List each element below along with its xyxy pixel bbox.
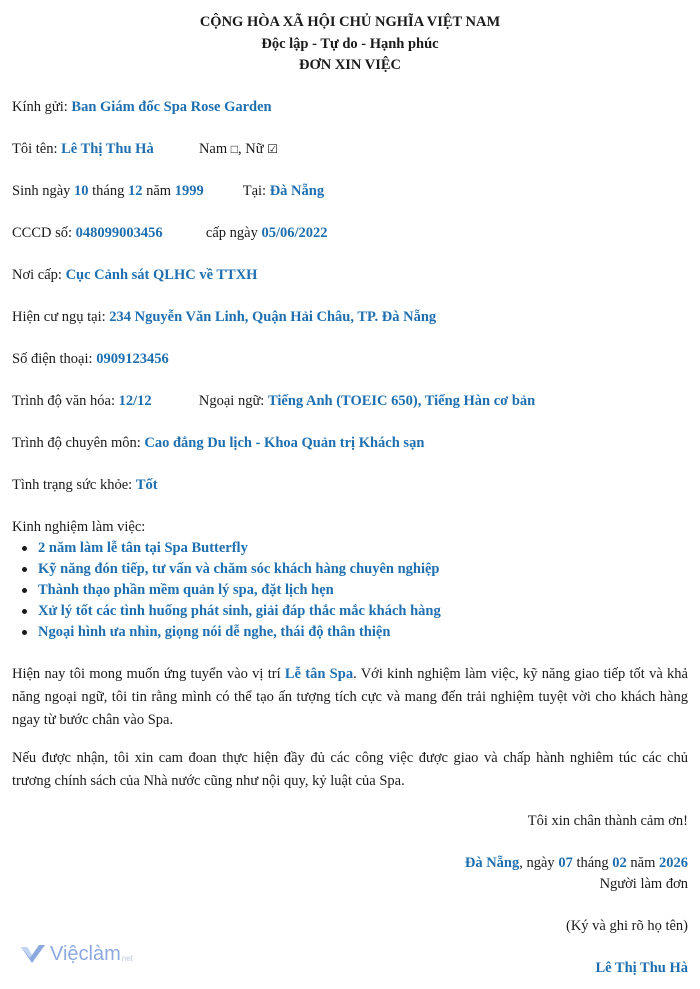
id-card-number: 048099003456: [75, 225, 163, 241]
signature-day-label: , ngày: [519, 855, 555, 871]
signature-date-line: [465, 855, 688, 872]
language-value: Tiếng Anh (TOEIC 650), Tiếng Hàn cơ bản: [267, 393, 536, 409]
name-line: [12, 141, 278, 158]
signer-name: Lê Thị Thu Hà: [595, 960, 688, 976]
position-value: Lễ tân Spa: [284, 666, 354, 682]
list-item: 2 năm làm lễ tân tại Spa Butterfly: [38, 538, 441, 559]
birth-day: 10: [74, 183, 89, 199]
birth-year-label: năm: [146, 183, 172, 199]
experience-list: [12, 538, 441, 643]
gender-male-label: Nam: [198, 141, 228, 157]
phone-value: 0909123456: [96, 351, 169, 367]
list-item: Xử lý tốt các tình huống phát sinh, giải đáp thắc mắc khách hàng: [38, 601, 441, 622]
list-item: Ngoại hình ưa nhìn, giọng nói dễ nghe, thái độ thân thiện: [38, 622, 441, 643]
male-checkbox: □: [230, 142, 239, 156]
recipient-line: [12, 99, 272, 116]
paragraph-text-after: . Với kinh nghiệm làm việc, kỹ năng giao tiếp tốt và khả năng ngoại ngữ, tôi tin rằng mình có thể tạo ấn tượng tích cực và mang đến trải nghiệm tuyệt vời cho khách hàng ngay từ bước chân vào Spa.: [12, 666, 688, 728]
address-label: Hiện cư ngụ tại:: [12, 309, 106, 325]
signature-month: 02: [612, 855, 627, 871]
signature-month-label: tháng: [576, 855, 609, 871]
signature-day: 07: [558, 855, 573, 871]
birth-year: 1999: [174, 183, 204, 199]
paragraph-text-before: Hiện nay tôi mong muốn ứng tuyển vào vị trí: [12, 666, 285, 682]
address-line: [12, 309, 436, 326]
birth-line: [12, 183, 324, 200]
recipient-label: Kính gửi:: [12, 99, 68, 115]
phone-label: Số điện thoại:: [12, 351, 93, 367]
name-label: Tôi tên:: [12, 141, 58, 157]
id-card-line: [12, 225, 328, 242]
list-item: Kỹ năng đón tiếp, tư vấn và chăm sóc khách hàng chuyên nghiệp: [38, 559, 441, 580]
gender-female-label: , Nữ: [238, 141, 264, 157]
issue-place-value: Cục Cảnh sát QLHC về TTXH: [65, 267, 258, 283]
signature-year-label: năm: [630, 855, 656, 871]
watermark-brand: Việclàm: [50, 942, 121, 965]
address-value: 234 Nguyễn Văn Linh, Quận Hải Châu, TP. Đà Nẵng: [109, 309, 437, 325]
document-title: ĐƠN XIN VIỆC: [298, 57, 402, 73]
id-card-label: CCCD số:: [12, 225, 73, 241]
experience-label: Kinh nghiệm làm việc:: [12, 519, 146, 535]
signature-year: 2026: [659, 855, 688, 871]
specialty-line: [12, 435, 424, 452]
signer-role: Người làm đơn: [599, 876, 688, 892]
commitment-paragraph: Nếu được nhận, tôi xin cam đoan thực hiện đầy đủ các công việc được giao và chấp hành nghiêm túc các chủ trương chính sách của Nhà nước cũng như nội quy, kỷ luật của Spa.: [12, 750, 688, 789]
birth-label: Sinh ngày: [12, 183, 71, 199]
health-value: Tốt: [135, 477, 158, 493]
thanks-text: Tôi xin chân thành cảm ơn!: [527, 813, 688, 829]
issue-date: 05/06/2022: [261, 225, 328, 241]
specialty-label: Trình độ chuyên môn:: [12, 435, 141, 451]
birth-place-label: Tại:: [242, 183, 267, 199]
issue-place-label: Nơi cấp:: [12, 267, 62, 283]
education-value: 12/12: [118, 393, 152, 409]
issue-place-line: [12, 267, 257, 284]
signature-instruction: (Ký và ghi rõ họ tên): [565, 918, 688, 934]
issue-date-label: cấp ngày: [205, 225, 258, 241]
female-checkbox: ☑: [267, 142, 278, 156]
application-paragraph: [12, 663, 688, 732]
birth-place: Đà Nẵng: [269, 183, 325, 199]
name-value: Lê Thị Thu Hà: [61, 141, 154, 157]
list-item: Thành thạo phần mềm quản lý spa, đặt lịch hẹn: [38, 580, 441, 601]
birth-month: 12: [128, 183, 143, 199]
education-line: [12, 393, 535, 410]
health-label: Tình trạng sức khỏe:: [12, 477, 133, 493]
health-line: [12, 477, 158, 494]
specialty-value: Cao đẳng Du lịch - Khoa Quản trị Khách sạn: [144, 435, 425, 451]
birth-month-label: tháng: [92, 183, 125, 199]
country-title: CỘNG HÒA XÃ HỘI CHỦ NGHĨA VIỆT NAM: [199, 14, 501, 30]
motto: Độc lập - Tự do - Hạnh phúc: [261, 36, 439, 52]
watermark-suffix: net: [121, 953, 133, 963]
recipient-value: Ban Giám đốc Spa Rose Garden: [71, 99, 272, 115]
watermark-logo: [20, 940, 133, 968]
phone-line: [12, 351, 169, 368]
check-chevron-icon: [20, 943, 46, 965]
signature-place: Đà Nẵng: [464, 855, 520, 871]
education-label: Trình độ văn hóa:: [12, 393, 115, 409]
language-label: Ngoại ngữ:: [198, 393, 265, 409]
